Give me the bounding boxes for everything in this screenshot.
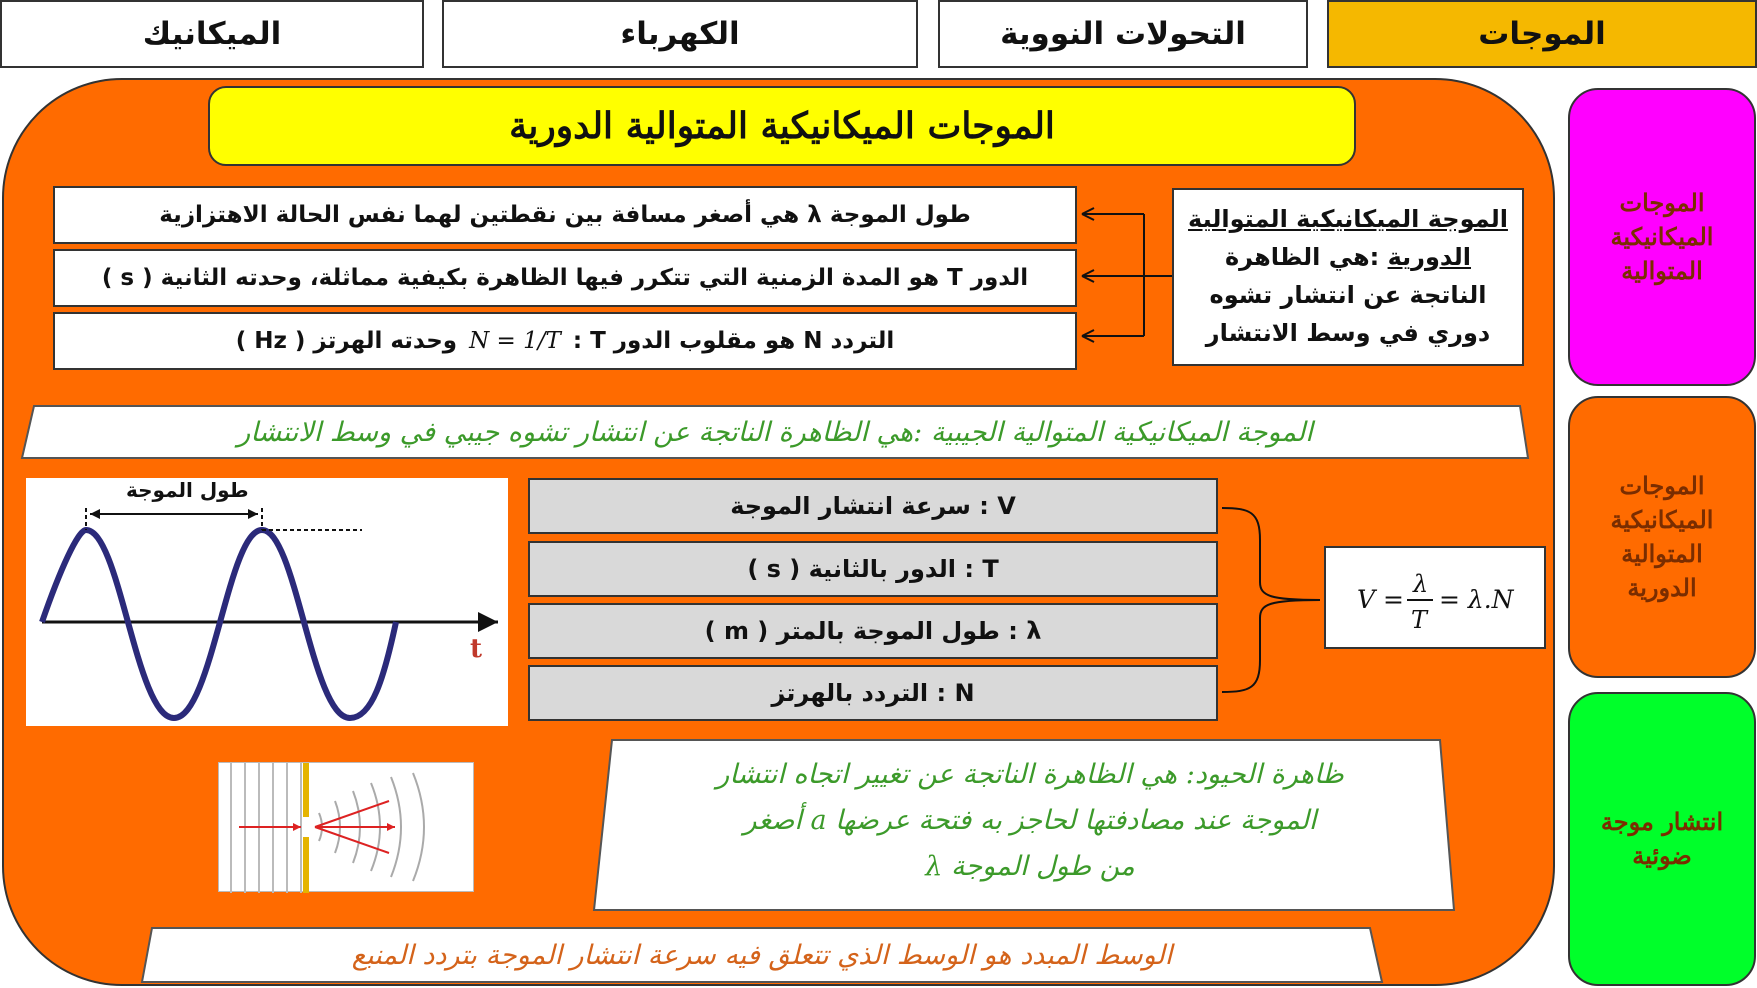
frequency-prefix: التردد N هو مقلوب الدور T : <box>572 328 895 354</box>
periodic-wave-heading: الموجة الميكانيكية المتوالية الدورية <box>1188 205 1508 271</box>
tab-waves[interactable]: الموجات <box>1327 0 1757 68</box>
curly-brace <box>1220 500 1324 700</box>
wavelength-definition: طول الموجة λ هي أصغر مسافة بين نقطتين لهما نفس الحالة الاهتزازية <box>53 186 1077 244</box>
periodic-wave-body: :هي الظاهرة الناتجة عن انتشار تشوه دوري في وسط الانتشار <box>1205 243 1491 347</box>
sine-wave-drawing <box>26 478 508 726</box>
svg-text:T: T <box>1411 605 1428 634</box>
dispersive-medium-text: الوسط المبدد هو الوسط الذي تتعلق فيه سرعة انتشار الموجة بتردد المنبع <box>351 939 1173 971</box>
frequency-suffix: وحدته الهرتز ( Hz ) <box>235 328 458 354</box>
dispersive-medium-banner <box>140 926 1384 984</box>
diffraction-line-1: ظاهرة الحيود: هي الظاهرة الناتجة عن تغيير اتجاه انتشار <box>716 759 1344 790</box>
velocity-variable: V : سرعة انتشار الموجة <box>528 478 1218 534</box>
diffraction-illustration <box>218 762 474 892</box>
definition-arrows <box>1080 200 1176 350</box>
period-definition: الدور T هو المدة الزمنية التي تتكرر فيها الظاهرة بكيفية مماثلة، وحدته الثانية ( s ) <box>53 249 1077 307</box>
frequency-variable: N : التردد بالهرتز <box>528 665 1218 721</box>
sinusoidal-wave-banner <box>20 404 1530 460</box>
formula-fraction <box>1355 558 1515 638</box>
side-card-periodic-waves[interactable]: الموجات الميكانيكية المتوالية الدورية <box>1568 396 1756 678</box>
wave-speed-formula <box>1324 546 1546 649</box>
time-axis-label: t <box>470 634 483 664</box>
tab-nuclear-transformations[interactable]: التحولات النووية <box>938 0 1308 68</box>
period-variable: T : الدور بالثانية ( s ) <box>528 541 1218 597</box>
svg-text:V =: V = <box>1357 584 1404 614</box>
wavelength-label: طول الموجة <box>126 478 249 502</box>
diffraction-line-3: من طول الموجة λ <box>925 851 1135 882</box>
sine-wave-graph <box>26 478 508 726</box>
diffraction-drawing <box>219 763 475 893</box>
side-card-light-propagation[interactable]: انتشار موجة ضوئية <box>1568 692 1756 986</box>
tab-mechanics[interactable]: الميكانيك <box>0 0 424 68</box>
sinusoidal-wave-text: الموجة الميكانيكية المتوالية الجيبية :هي الظاهرة الناتجة عن انتشار تشوه جيبي في وسط الانتشار <box>237 416 1313 448</box>
tab-electricity[interactable]: الكهرباء <box>442 0 918 68</box>
side-card-progressive-waves[interactable]: الموجات الميكانيكية المتوالية <box>1568 88 1756 386</box>
frequency-formula: N = 1/T <box>469 328 561 354</box>
periodic-wave-definition <box>1172 188 1524 366</box>
diffraction-line-2: الموجة عند مصادفتها لحاجز به فتحة عرضها a أصغر <box>743 805 1317 836</box>
wavelength-variable: λ : طول الموجة بالمتر ( m ) <box>528 603 1218 659</box>
diffraction-definition <box>620 752 1440 902</box>
page-title: الموجات الميكانيكية المتوالية الدورية <box>208 86 1356 166</box>
svg-text:= λ.N: = λ.N <box>1439 584 1514 614</box>
frequency-definition <box>53 312 1077 370</box>
svg-text:λ: λ <box>1413 569 1429 598</box>
